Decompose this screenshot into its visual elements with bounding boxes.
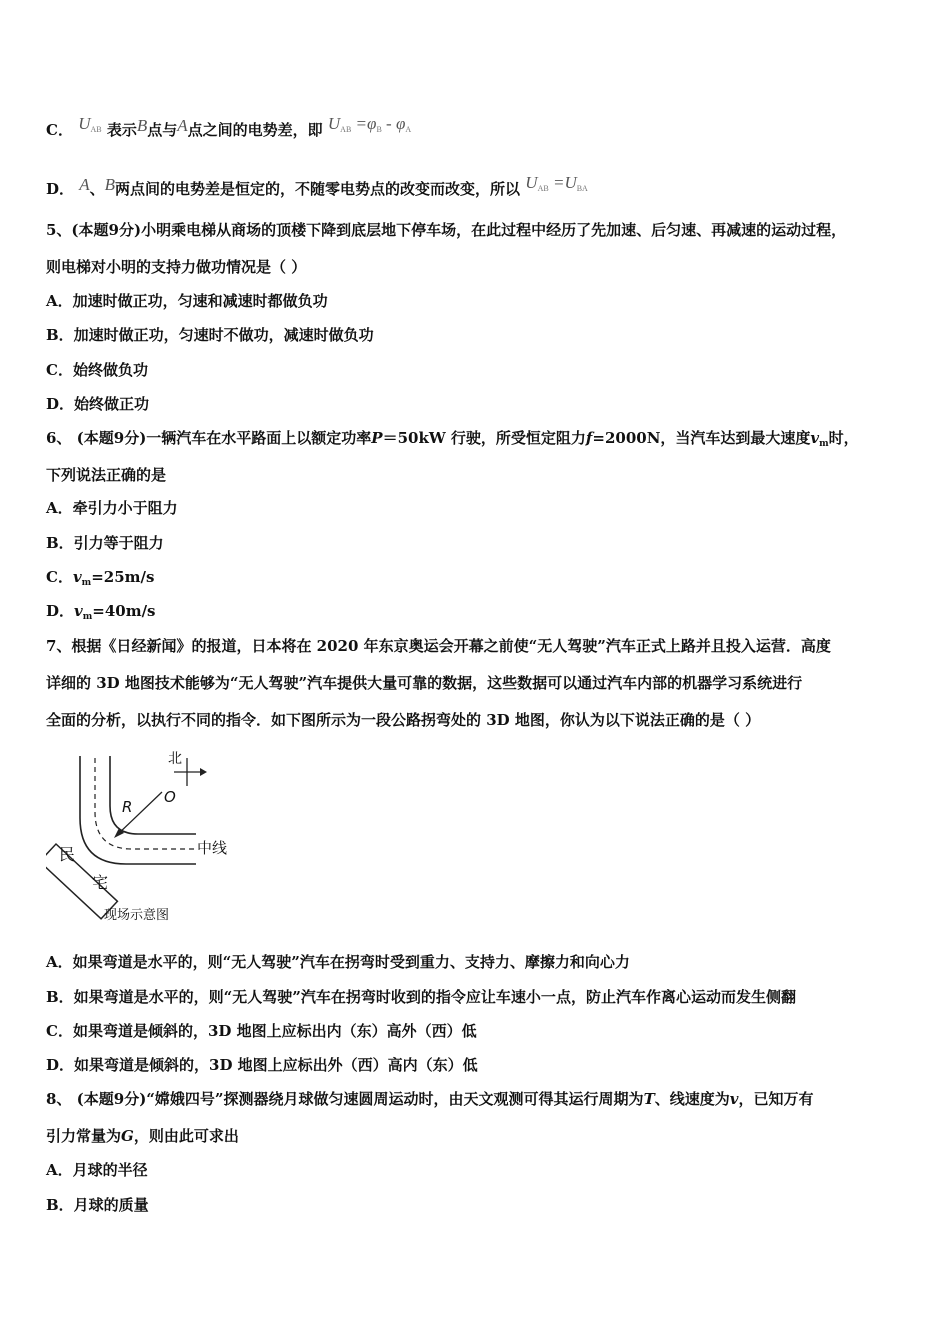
q4-c-formula: $U_{AB} =\varphi_B - \varphi_A$ <box>327 114 412 134</box>
q6-option-a: A．牵引力小于阻力 <box>46 499 178 517</box>
q6-stem-line1: 6、 (本题9分)一辆汽车在水平路面上以额定功率P＝50kW 行驶，所受恒定阻力f=2000N，当汽车达到最大速度$v_m$时， <box>46 429 859 449</box>
q7-option-d: D．如果弯道是倾斜的，3D 地图上应标出外（西）高内（东）低 <box>46 1056 478 1074</box>
q4-d-formula: $U_{AB} =U_{BA}$ <box>525 173 588 193</box>
q5-stem-line1: 5、(本题9分)小明乘电梯从商场的顶楼下降到底层地下停车场，在此过程中经历了先加速、后匀速、再减速的运动过程， <box>46 221 847 239</box>
q7-option-b: B．如果弯道是水平的，则“无人驾驶”汽车在拐弯时收到的指令应让车速小一点，防止汽车作离心运动而发生侧翻 <box>46 988 796 1006</box>
q5-option-c: C．始终做负功 <box>46 361 148 379</box>
q8-stem-line1: 8、 (本题9分)“嫦娥四号”探测器绕月球做匀速圆周运动时，由天文观测可得其运行周期为T、线速度为v，已知万有 <box>46 1090 814 1108</box>
midline-label: 中线 <box>197 839 228 857</box>
north-label: 北 <box>168 751 182 767</box>
road-curve-diagram <box>46 748 236 923</box>
residence-char-zhai: 宅 <box>92 873 109 892</box>
q7-stem-line3: 全面的分析，以执行不同的指令．如下图所示为一段公路拐弯处的 3D 地图，你认为以下说法正确的是（ ） <box>46 711 761 729</box>
q7-option-a: A．如果弯道是水平的，则“无人驾驶”汽车在拐弯时受到重力、支持力、摩擦力和向心力 <box>46 953 630 971</box>
q8-stem-line2: 引力常量为G，则由此可求出 <box>46 1127 239 1145</box>
q7-stem-line2: 详细的 3D 地图技术能够为“无人驾驶”汽车提供大量可靠的数据，这些数据可以通过汽车内部的机器学习系统进行 <box>46 674 803 692</box>
q4-option-d: D． A、B两点间的电势差是恒定的，不随零电势点的改变而改变，所以 $U_{AB} =U_{BA}$ <box>46 173 588 198</box>
q6-option-d: D．$v_m=40m/s$ <box>46 602 156 622</box>
q5-option-a: A．加速时做正功，匀速和减速时都做负功 <box>46 292 328 310</box>
residence-char-min: 民 <box>59 845 76 864</box>
q4-option-c: C． $U_{AB}$ 表示B点与A点之间的电势差，即 $U_{AB} =\varphi_B - \varphi_A$ <box>46 114 412 139</box>
road-inner-edge <box>110 756 196 834</box>
q5-option-d: D．始终做正功 <box>46 395 150 413</box>
center-o-label: O <box>164 788 176 806</box>
q8-option-b: B．月球的质量 <box>46 1196 149 1214</box>
compass-arrowhead <box>200 768 207 776</box>
q8-option-a: A．月球的半径 <box>46 1161 148 1179</box>
q6-option-b: B．引力等于阻力 <box>46 534 164 552</box>
q6-stem-line2: 下列说法正确的是 <box>46 466 167 484</box>
q5-option-b: B．加速时做正功，匀速时不做功，减速时做负功 <box>46 326 374 344</box>
figure-caption: 现场示意图 <box>104 908 170 923</box>
q7-option-c: C．如果弯道是倾斜的，3D 地图上应标出内（东）高外（西）低 <box>46 1022 477 1040</box>
radius-label: R <box>122 798 133 816</box>
q6-option-c: C．$v_m=25m/s$ <box>46 568 155 588</box>
q5-stem-line2: 则电梯对小明的支持力做功情况是（ ） <box>46 258 307 276</box>
road-curve-figure <box>46 748 236 923</box>
q7-stem-line1: 7、根据《日经新闻》的报道，日本将在 2020 年东京奥运会开幕之前使“无人驾驶”汽车正式上路并且投入运营．高度 <box>46 637 831 655</box>
